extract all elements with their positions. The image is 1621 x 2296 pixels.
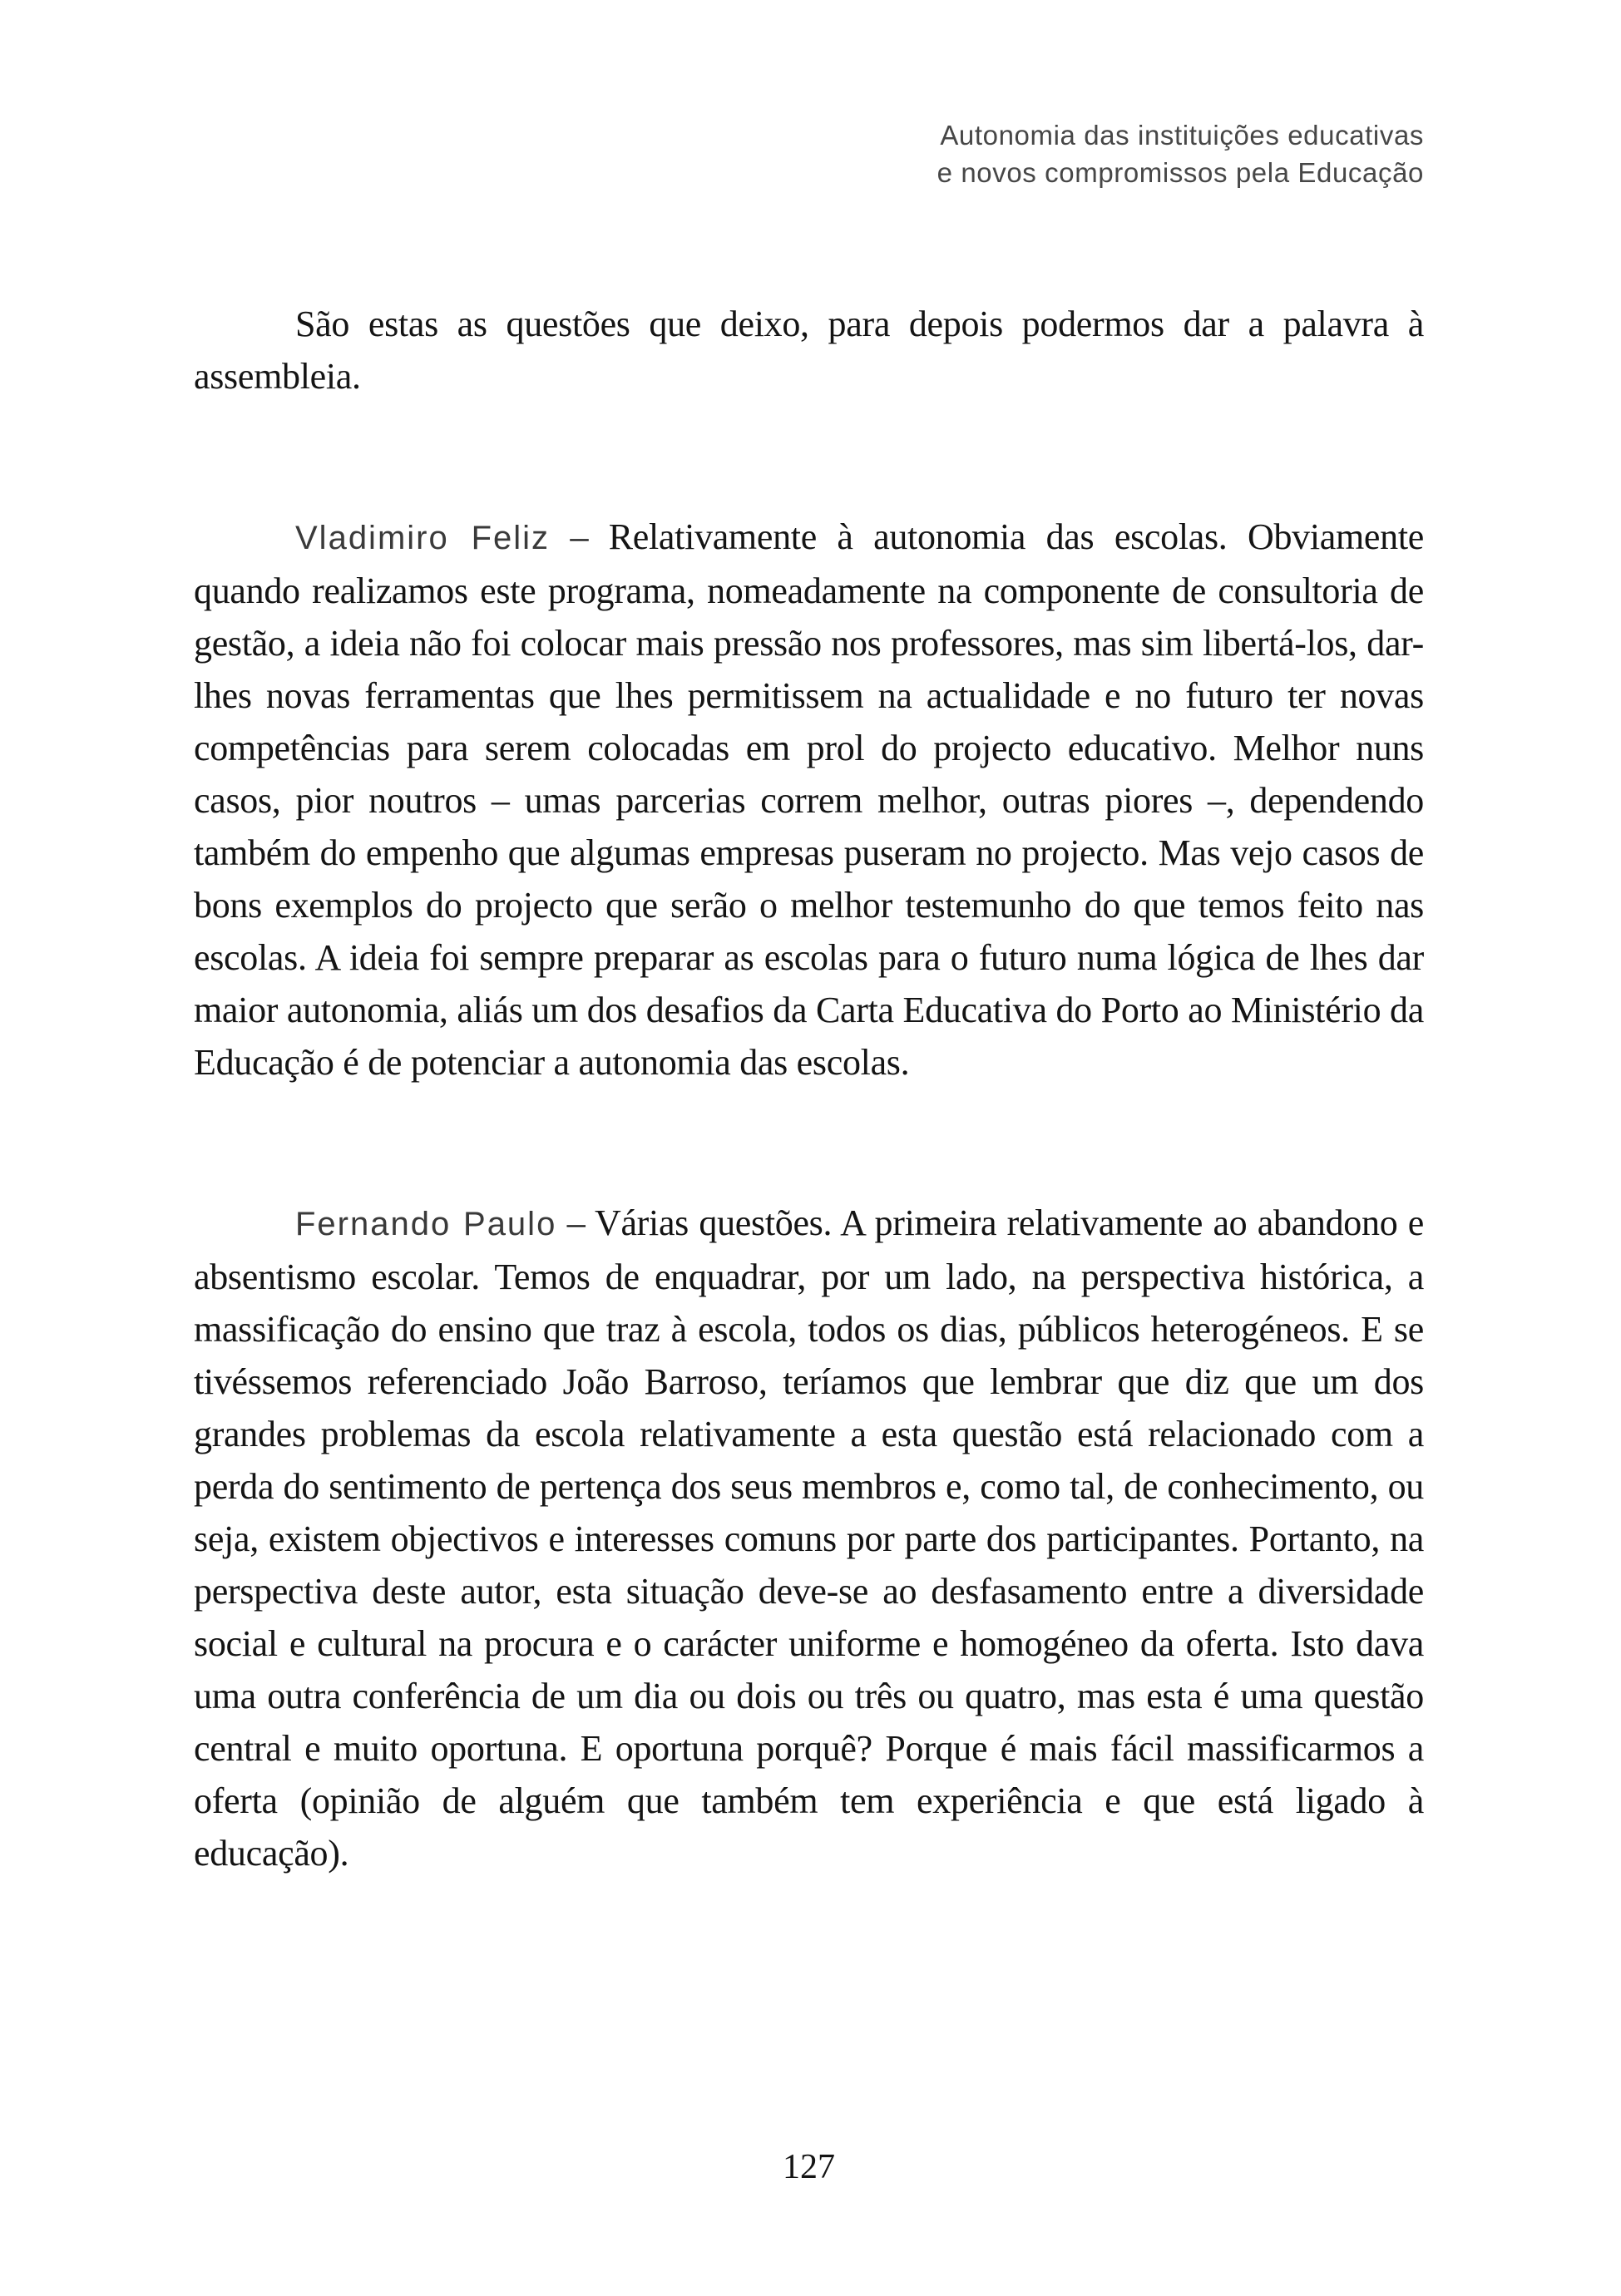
paragraph-vladimiro-feliz — [194, 511, 1424, 1089]
running-header-line1: Autonomia das instituições educativas — [940, 120, 1424, 151]
running-header — [937, 116, 1424, 191]
paragraph-intro — [194, 298, 1424, 402]
paragraph-intro-text: São estas as questões que deixo, para depois podermos dar a palavra à assembleia. — [194, 304, 1424, 397]
running-header-line2: e novos compromissos pela Educação — [937, 157, 1424, 188]
paragraph-vladimiro-feliz-text: – Relativamente à autonomia das escolas. Obviamente quando realizamos este programa, nomeadamente na componente de consultoria de gestão, a ideia não foi colocar mais pressão nos professores, mas sim libertá-los, dar-lhes novas ferramentas que lhes permitissem na actualidade e no futuro ter novas competências para serem colocadas em prol do projecto educativo. Melhor nuns casos, pior noutros – umas parcerias correm melhor, outras piores –, dependendo também do empenho que algumas empresas puseram no projecto. Mas vejo casos de bons exemplos do projecto que serão o melhor testemunho do que temos feito nas escolas. A ideia foi sempre preparar as escolas para o futuro numa lógica de lhes dar maior autonomia, aliás um dos desafios da Carta Educativa do Porto ao Ministério da Educação é de potenciar a autonomia das escolas. — [194, 516, 1425, 1083]
speaker-name-fernando-paulo: Fernando Paulo — [295, 1206, 557, 1242]
page-number: 127 — [783, 2148, 835, 2186]
page-body — [194, 298, 1424, 1879]
paragraph-fernando-paulo-text: – Várias questões. A primeira relativamente ao abandono e absentismo escolar. Temos de enquadrar, por um lado, na perspectiva histórica, a massificação do ensino que traz à escola, todos os dias, públicos heterogéneos. E se tivéssemos referenciado João Barroso, teríamos que lembrar que diz que um dos grandes problemas da escola relativamente a esta questão está relacionado com a perda do sentimento de pertença dos seus membros e, como tal, de conhecimento, ou seja, existem objectivos e interesses comuns por parte dos participantes. Portanto, na perspectiva deste autor, esta situação deve-se ao desfasamento entre a diversidade social e cultural na procura e o carácter uniforme e homogéneo da oferta. Isto dava uma outra conferência de um dia ou dois ou três ou quatro, mas esta é uma questão central e muito oportuna. E oportuna porquê? Porque é mais fácil massificarmos a oferta (opinião de alguém que também tem experiência e que está ligado à educação). — [194, 1202, 1425, 1874]
speaker-name-vladimiro-feliz: Vladimiro Feliz — [295, 520, 551, 556]
paragraph-fernando-paulo — [194, 1197, 1424, 1879]
